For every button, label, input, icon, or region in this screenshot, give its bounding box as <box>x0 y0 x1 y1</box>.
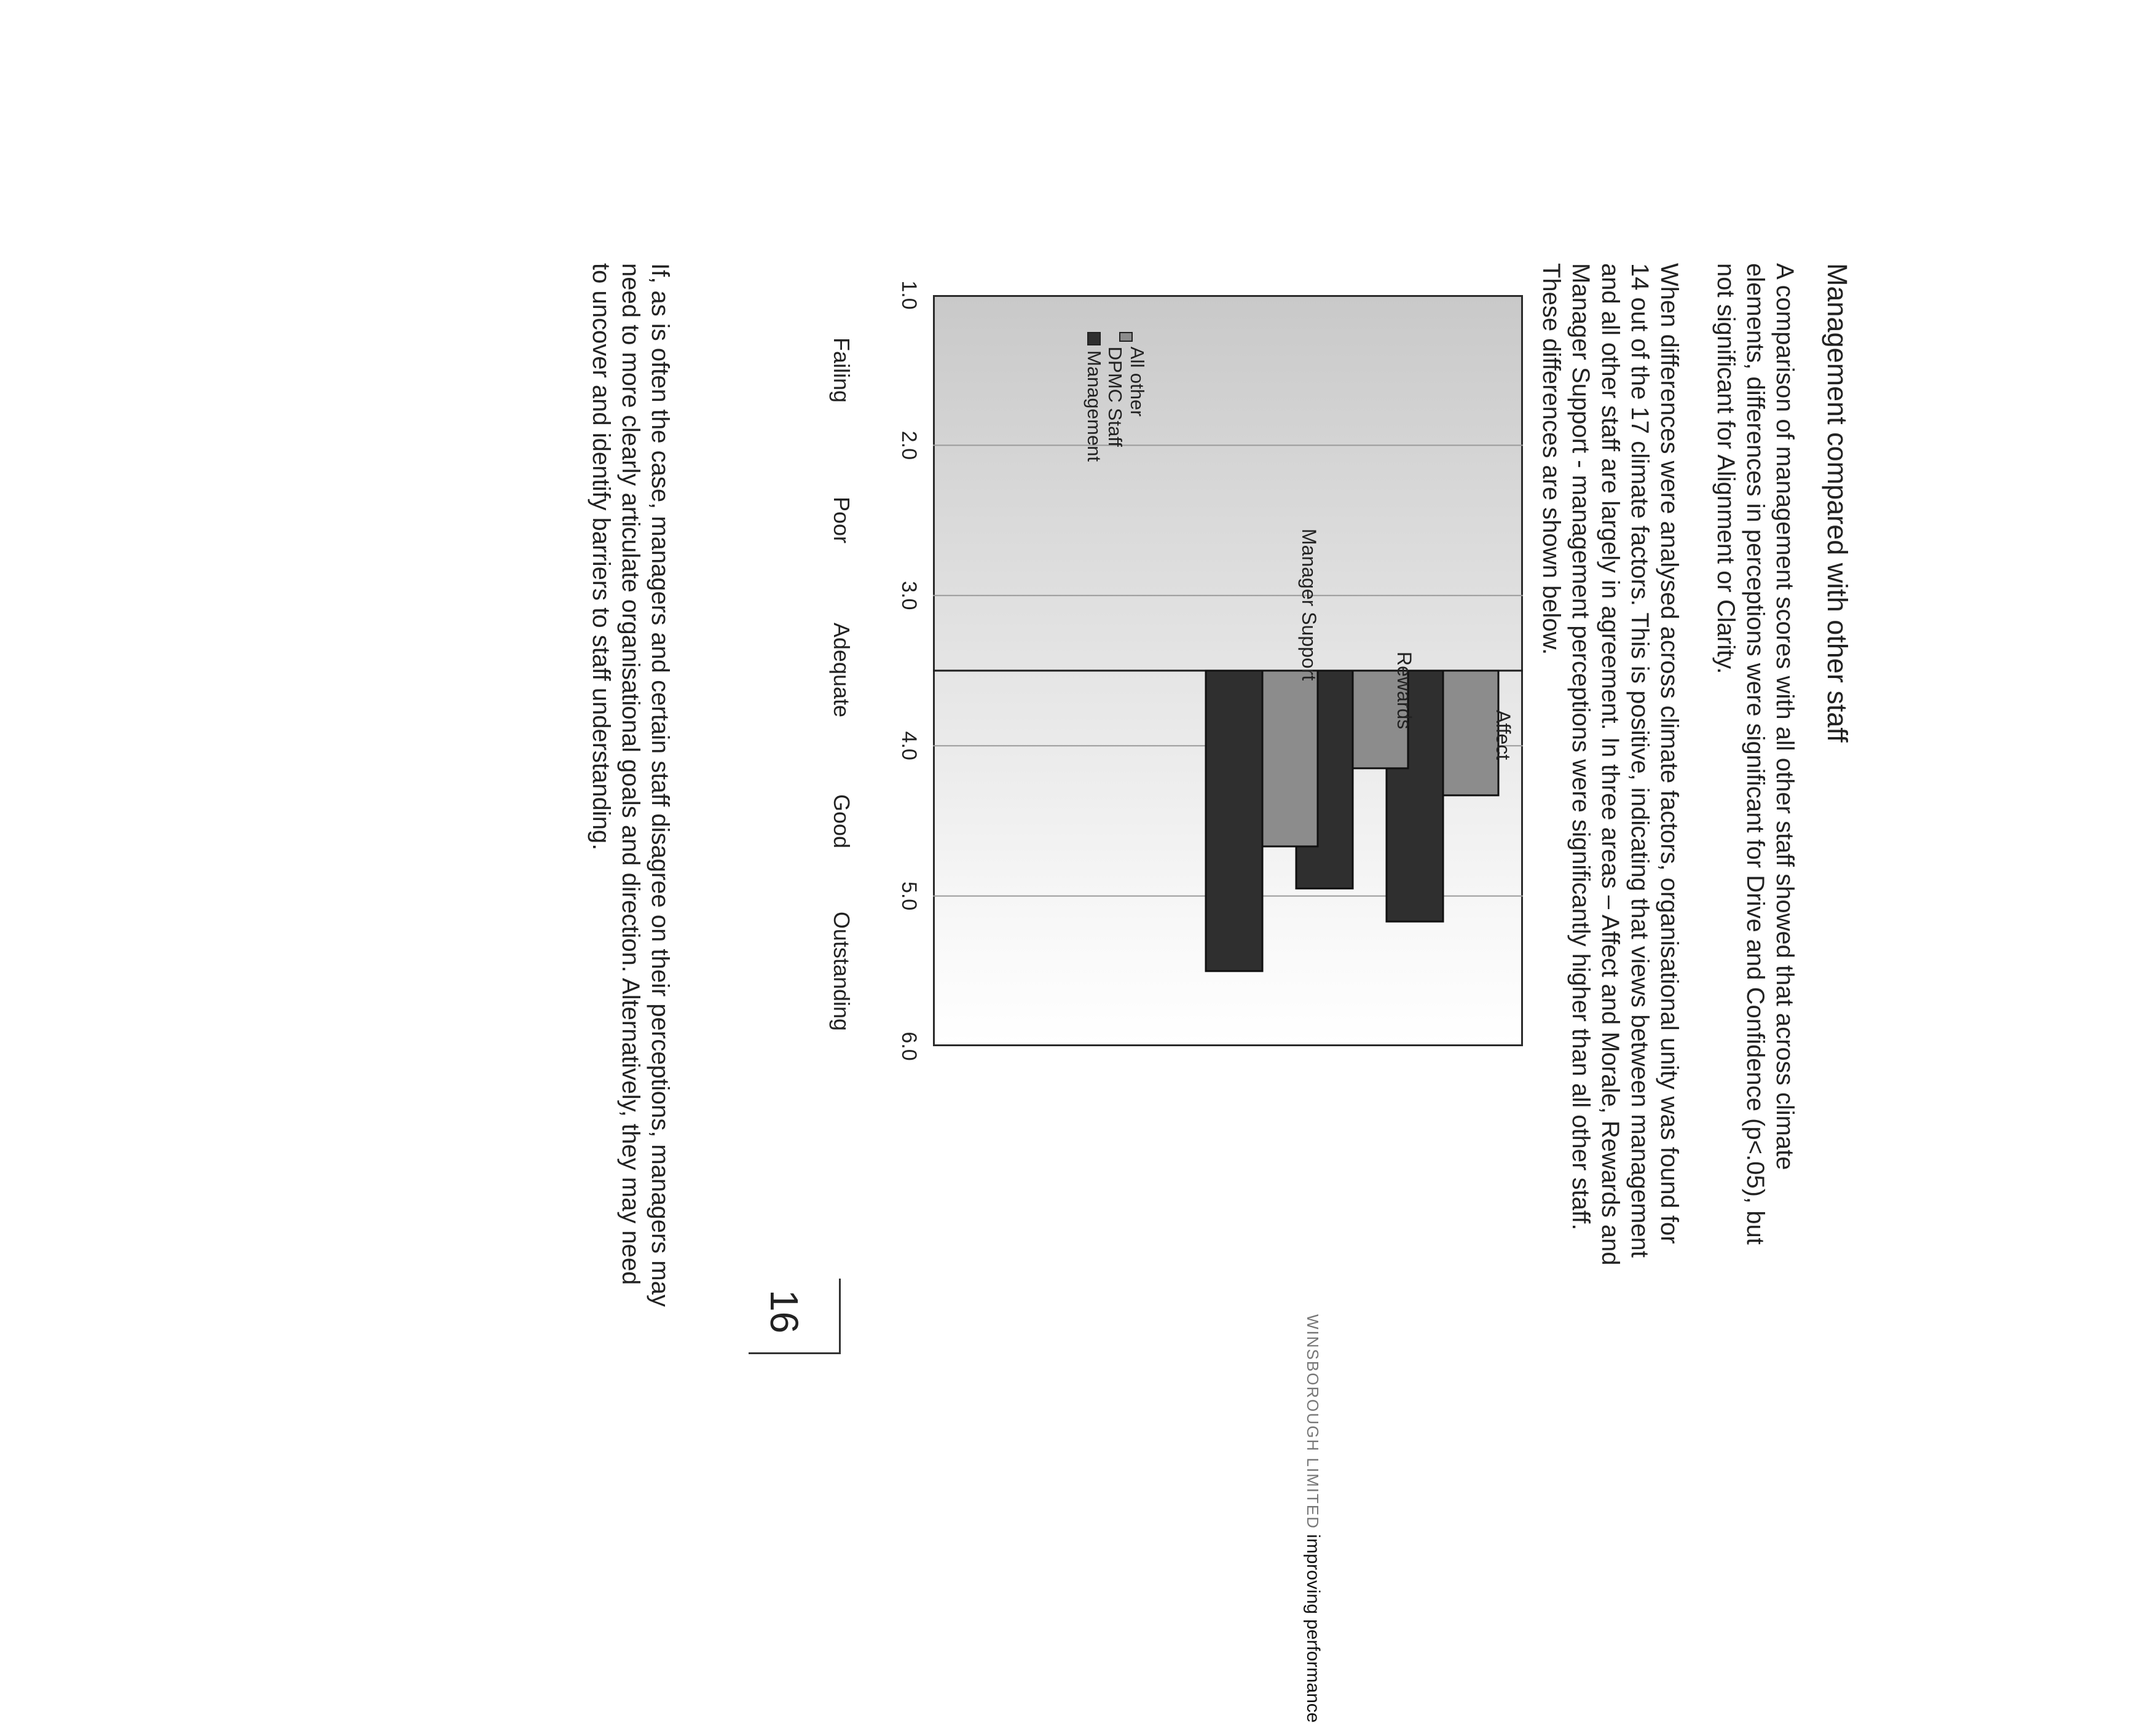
scale-label-good: Good <box>829 794 854 849</box>
legend-item-staff <box>1104 332 1148 462</box>
legend-swatch-staff <box>1119 332 1133 342</box>
page-footer <box>1302 1314 1323 1723</box>
scale-label-poor: Poor <box>829 496 854 544</box>
tick-label: 3.0 <box>897 581 921 610</box>
intro-paragraph: A comparison of management scores with all other staff showed that across climate elements, differences in perceptions were significant for Drive and Confidence (p<.05), but not significant for Alignment or Clarity. <box>1712 263 1798 1245</box>
tick-label: 1.0 <box>897 280 921 310</box>
scale-label-failing: Failing <box>829 337 854 403</box>
bar-affect-staff <box>1443 671 1498 795</box>
footer-company: WINSBOROUGH LIMITED <box>1304 1314 1322 1530</box>
scale-label-adequate: Adequate <box>829 622 854 718</box>
tick-label: 6.0 <box>897 1031 921 1061</box>
page-number: 16 <box>762 1290 806 1334</box>
page-heading: Management compared with other staff <box>1822 263 1853 743</box>
scale-label-outstanding: Outstanding <box>829 911 854 1031</box>
category-label-rewards: Rewards <box>1393 652 1415 730</box>
footer-tagline: improving performance <box>1303 1534 1323 1723</box>
bar-manager-support-management <box>1206 671 1262 971</box>
legend-label-staff: All other DPMC Staff <box>1104 346 1148 447</box>
bar-manager-support-staff <box>1262 671 1318 846</box>
tick-label: 2.0 <box>897 430 921 460</box>
analysis-paragraph: When differences were analysed across climate factors, organisational unity was found for 14 out of the 17 climate factors. This is positive, indicating that views between management and all other staff are largely in agreement. In three areas – Affect and Morale, Rewards and Manager Support - management perceptions were significantly higher than all other staff. These differences are shown below. <box>1538 263 1683 1266</box>
closing-paragraph: If, as is often the case, managers and certain staff disagree on their perceptions, managers may need to more clearly articulate organisational goals and direction. Alternatively, they may need to uncover and identify barriers to staff understanding. <box>588 263 674 1307</box>
footer-divider <box>749 1352 841 1354</box>
category-label-manager-support: Manager Support <box>1298 529 1320 681</box>
legend-label-management: Management <box>1084 350 1105 462</box>
category-label-affect: Affect <box>1492 710 1514 760</box>
footer-rule <box>839 1279 841 1352</box>
tick-label: 5.0 <box>897 881 921 911</box>
legend-swatch-management <box>1087 332 1101 345</box>
chart-legend <box>1078 332 1148 462</box>
tick-label: 4.0 <box>897 731 921 760</box>
chart-svg <box>897 280 1523 1061</box>
